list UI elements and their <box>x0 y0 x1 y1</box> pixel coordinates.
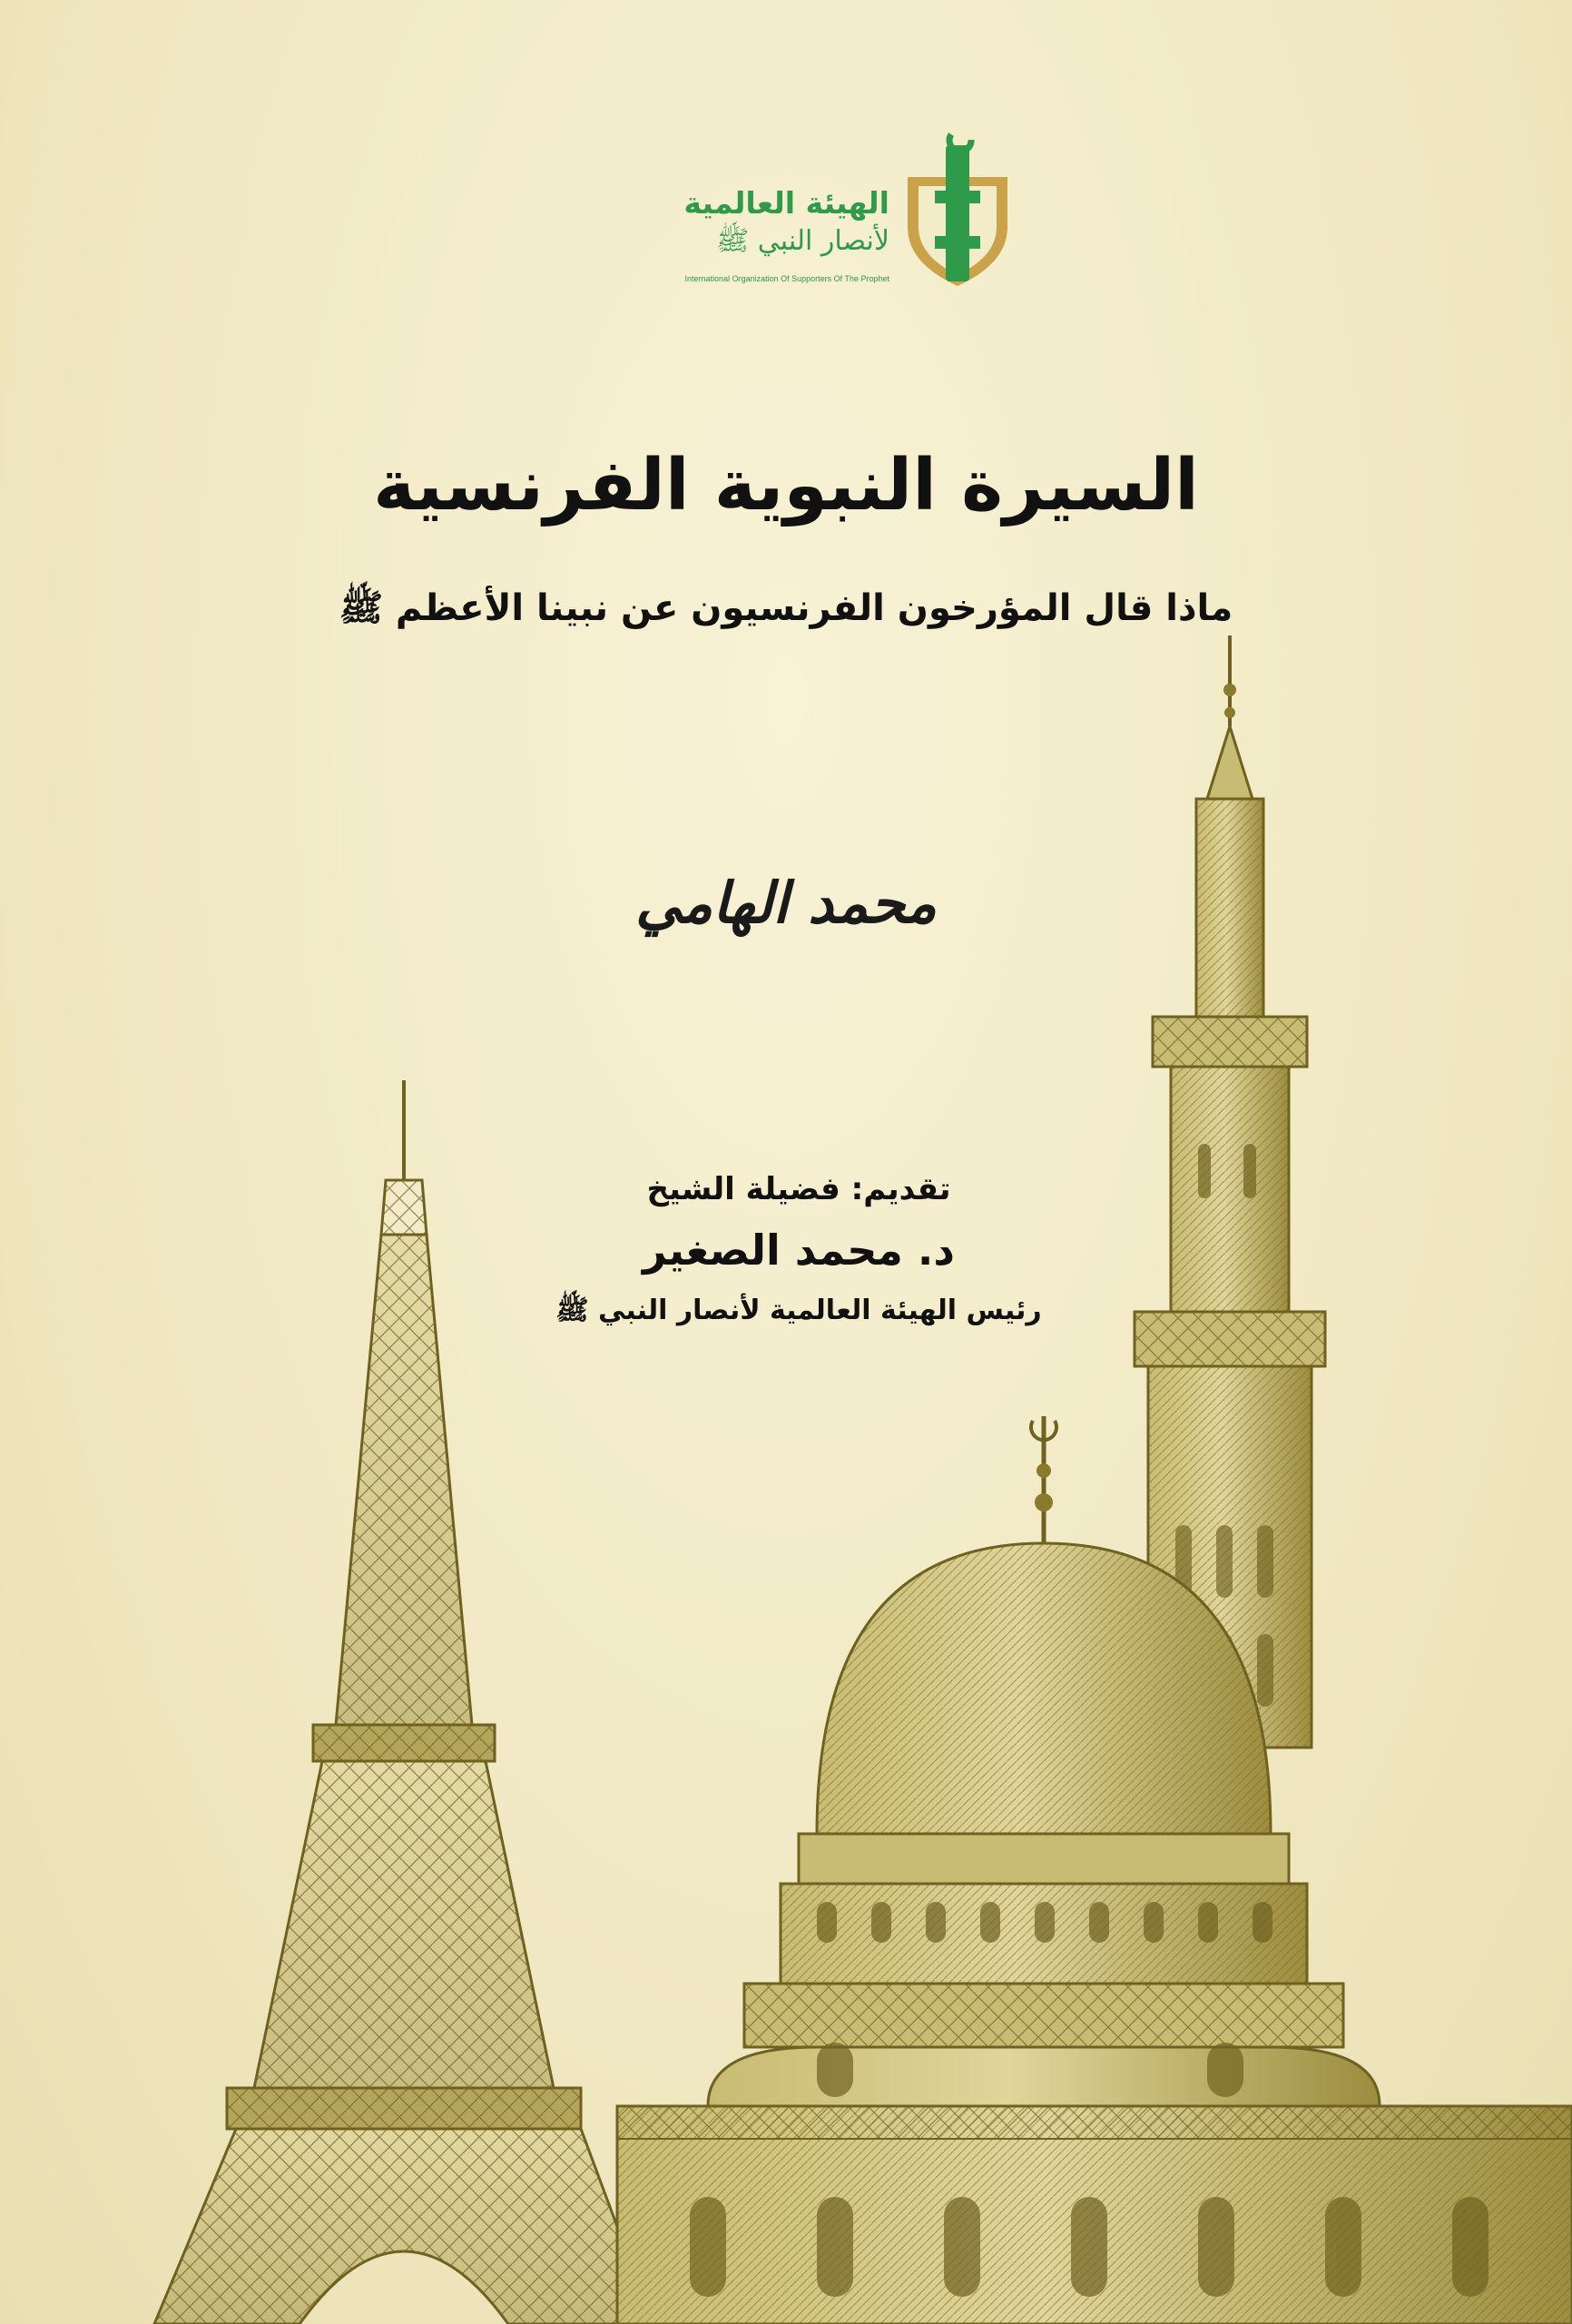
shield-emblem-icon <box>899 127 1017 290</box>
logo-title-english: International Organization Of Supporters Of The Prophet <box>684 274 889 283</box>
logo-title-arabic: الهيئة العالمية <box>683 185 889 221</box>
book-subtitle: ماذا قال المؤرخون الفرنسيون عن نبينا الأعظم ﷺ <box>339 587 1233 629</box>
introducer-role: رئيس الهيئة العالمية لأنصار النبي ﷺ <box>555 1295 1042 1326</box>
book-title: السيرة النبوية الفرنسية <box>373 445 1199 527</box>
introducer-name: د. محمد الصغير <box>643 1226 955 1275</box>
author-name: محمد الهامي <box>635 870 937 936</box>
introduction-label: تقديم: فضيلة الشيخ <box>646 1171 951 1207</box>
introduction-block <box>454 1162 1144 1338</box>
logo-subtitle-arabic: لأنصار النبي ﷺ <box>715 225 889 257</box>
green-dome-icon <box>617 1416 1572 2324</box>
organization-logo <box>635 127 1017 290</box>
